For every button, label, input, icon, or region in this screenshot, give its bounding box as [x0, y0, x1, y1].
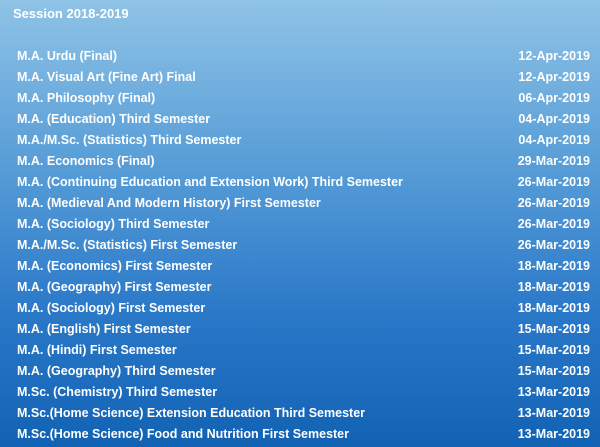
- result-link[interactable]: M.A./M.Sc. (Statistics) First Semester: [17, 237, 238, 252]
- list-item[interactable]: [17, 318, 590, 339]
- result-link[interactable]: M.A. (Economics) First Semester: [17, 258, 213, 273]
- list-item[interactable]: [17, 87, 590, 108]
- list-item[interactable]: [17, 234, 590, 255]
- result-link[interactable]: M.A. (Geography) Third Semester: [17, 363, 216, 378]
- result-date: 26-Mar-2019: [517, 174, 590, 189]
- result-date: 04-Apr-2019: [518, 111, 590, 126]
- list-item[interactable]: [17, 213, 590, 234]
- session-title: Session 2018-2019: [13, 6, 129, 21]
- result-link[interactable]: M.A. Urdu (Final): [17, 48, 117, 63]
- list-item[interactable]: [17, 360, 590, 381]
- list-item[interactable]: [17, 255, 590, 276]
- result-link[interactable]: M.Sc.(Home Science) Food and Nutrition First Semester: [17, 426, 350, 441]
- result-date: 13-Mar-2019: [517, 384, 590, 399]
- result-date: 15-Mar-2019: [517, 342, 590, 357]
- result-date: 18-Mar-2019: [517, 300, 590, 315]
- result-date: 26-Mar-2019: [517, 216, 590, 231]
- result-date: 29-Mar-2019: [517, 153, 590, 168]
- result-date: 15-Mar-2019: [517, 321, 590, 336]
- result-link[interactable]: M.A. (Sociology) First Semester: [17, 300, 206, 315]
- results-list: [17, 45, 590, 444]
- list-item[interactable]: [17, 45, 590, 66]
- list-item[interactable]: [17, 297, 590, 318]
- result-link[interactable]: M.A. (Continuing Education and Extension Work) Third Semester: [17, 174, 403, 189]
- result-link[interactable]: M.A. (Geography) First Semester: [17, 279, 212, 294]
- list-item[interactable]: [17, 339, 590, 360]
- result-date: 13-Mar-2019: [517, 426, 590, 441]
- list-item[interactable]: [17, 171, 590, 192]
- result-link[interactable]: M.A./M.Sc. (Statistics) Third Semester: [17, 132, 242, 147]
- result-date: 06-Apr-2019: [518, 90, 590, 105]
- result-link[interactable]: M.A. Economics (Final): [17, 153, 155, 168]
- list-item[interactable]: [17, 66, 590, 87]
- result-date: 26-Mar-2019: [517, 237, 590, 252]
- list-item[interactable]: [17, 150, 590, 171]
- result-date: 26-Mar-2019: [517, 195, 590, 210]
- result-link[interactable]: M.A. Visual Art (Fine Art) Final: [17, 69, 196, 84]
- result-link[interactable]: M.A. (Hindi) First Semester: [17, 342, 177, 357]
- result-link[interactable]: M.A. (Medieval And Modern History) First Semester: [17, 195, 321, 210]
- result-date: 13-Mar-2019: [517, 405, 590, 420]
- list-item[interactable]: [17, 276, 590, 297]
- result-link[interactable]: M.Sc. (Chemistry) Third Semester: [17, 384, 218, 399]
- list-item[interactable]: [17, 129, 590, 150]
- result-link[interactable]: M.A. Philosophy (Final): [17, 90, 156, 105]
- result-date: 18-Mar-2019: [517, 258, 590, 273]
- list-item[interactable]: [17, 192, 590, 213]
- result-link[interactable]: M.Sc.(Home Science) Extension Education Third Semester: [17, 405, 366, 420]
- result-link[interactable]: M.A. (Sociology) Third Semester: [17, 216, 210, 231]
- result-date: 04-Apr-2019: [518, 132, 590, 147]
- list-item[interactable]: [17, 423, 590, 444]
- list-item[interactable]: [17, 402, 590, 423]
- result-date: 12-Apr-2019: [518, 48, 590, 63]
- list-item[interactable]: [17, 108, 590, 129]
- result-link[interactable]: M.A. (Education) Third Semester: [17, 111, 211, 126]
- result-link[interactable]: M.A. (English) First Semester: [17, 321, 191, 336]
- list-item[interactable]: [17, 381, 590, 402]
- result-date: 15-Mar-2019: [517, 363, 590, 378]
- result-date: 12-Apr-2019: [518, 69, 590, 84]
- result-date: 18-Mar-2019: [517, 279, 590, 294]
